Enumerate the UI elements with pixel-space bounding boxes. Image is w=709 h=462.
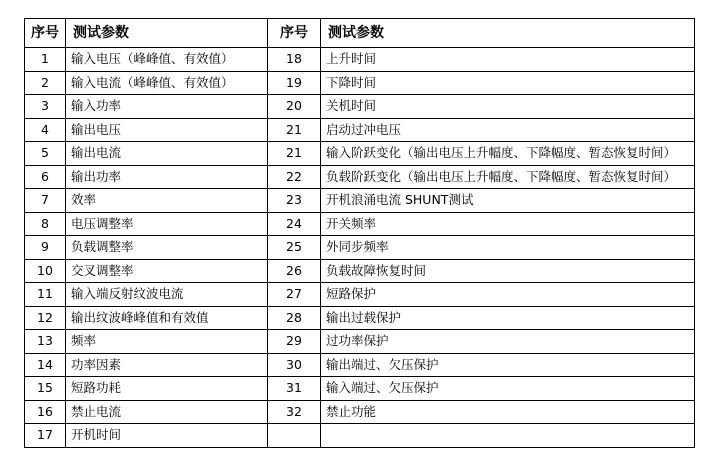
cell-parameter-left: 输出纹波峰峰值和有效值 xyxy=(66,306,268,330)
cell-serial-right: 22 xyxy=(268,165,321,189)
cell-parameter-left: 输入电流（峰峰值、有效值） xyxy=(66,71,268,95)
cell-parameter-right: 输入阶跃变化（输出电压上升幅度、下降幅度、暂态恢复时间） xyxy=(321,142,695,166)
cell-parameter-left: 功率因素 xyxy=(66,353,268,377)
cell-serial-right xyxy=(268,424,321,448)
cell-serial-right: 32 xyxy=(268,400,321,424)
header-serial-left: 序号 xyxy=(25,19,66,48)
header-row xyxy=(25,19,695,48)
cell-parameter-right: 上升时间 xyxy=(321,48,695,72)
test-parameter-table xyxy=(24,18,695,448)
cell-parameter-left: 输出电压 xyxy=(66,118,268,142)
cell-parameter-left: 交叉调整率 xyxy=(66,259,268,283)
table-row xyxy=(25,259,695,283)
cell-parameter-right: 输入端过、欠压保护 xyxy=(321,377,695,401)
cell-parameter-right: 开关频率 xyxy=(321,212,695,236)
header-parameter-left: 测试参数 xyxy=(66,19,268,48)
cell-serial-left: 10 xyxy=(25,259,66,283)
table-body xyxy=(25,48,695,448)
table-row xyxy=(25,424,695,448)
cell-serial-left: 3 xyxy=(25,95,66,119)
cell-parameter-right: 短路保护 xyxy=(321,283,695,307)
cell-serial-left: 8 xyxy=(25,212,66,236)
cell-serial-left: 14 xyxy=(25,353,66,377)
cell-parameter-left: 电压调整率 xyxy=(66,212,268,236)
header-serial-right: 序号 xyxy=(268,19,321,48)
cell-parameter-right: 外同步频率 xyxy=(321,236,695,260)
cell-serial-left: 1 xyxy=(25,48,66,72)
cell-parameter-right: 负载阶跃变化（输出电压上升幅度、下降幅度、暂态恢复时间） xyxy=(321,165,695,189)
cell-parameter-left: 输入功率 xyxy=(66,95,268,119)
table-row xyxy=(25,142,695,166)
cell-serial-left: 17 xyxy=(25,424,66,448)
table-row xyxy=(25,95,695,119)
cell-serial-right: 23 xyxy=(268,189,321,213)
cell-parameter-left: 输入电压（峰峰值、有效值） xyxy=(66,48,268,72)
table-row xyxy=(25,48,695,72)
table-row xyxy=(25,283,695,307)
cell-serial-right: 20 xyxy=(268,95,321,119)
table-row xyxy=(25,165,695,189)
cell-serial-left: 15 xyxy=(25,377,66,401)
table-row xyxy=(25,377,695,401)
cell-serial-right: 19 xyxy=(268,71,321,95)
cell-serial-left: 12 xyxy=(25,306,66,330)
table-row xyxy=(25,236,695,260)
cell-serial-left: 13 xyxy=(25,330,66,354)
table-row xyxy=(25,400,695,424)
cell-serial-right: 25 xyxy=(268,236,321,260)
cell-parameter-left: 开机时间 xyxy=(66,424,268,448)
cell-parameter-right: 过功率保护 xyxy=(321,330,695,354)
table-row xyxy=(25,212,695,236)
cell-serial-left: 6 xyxy=(25,165,66,189)
cell-parameter-left: 短路功耗 xyxy=(66,377,268,401)
cell-parameter-left: 输入端反射纹波电流 xyxy=(66,283,268,307)
cell-parameter-right: 输出端过、欠压保护 xyxy=(321,353,695,377)
table-row xyxy=(25,71,695,95)
cell-parameter-left: 频率 xyxy=(66,330,268,354)
cell-parameter-right: 负载故障恢复时间 xyxy=(321,259,695,283)
cell-serial-left: 11 xyxy=(25,283,66,307)
cell-serial-right: 24 xyxy=(268,212,321,236)
table-row xyxy=(25,189,695,213)
cell-serial-left: 16 xyxy=(25,400,66,424)
cell-parameter-right: 开机浪涌电流 SHUNT测试 xyxy=(321,189,695,213)
cell-parameter-right: 启动过冲电压 xyxy=(321,118,695,142)
cell-serial-left: 7 xyxy=(25,189,66,213)
cell-serial-right: 26 xyxy=(268,259,321,283)
table-row xyxy=(25,353,695,377)
cell-parameter-right xyxy=(321,424,695,448)
cell-parameter-left: 输出功率 xyxy=(66,165,268,189)
cell-parameter-left: 输出电流 xyxy=(66,142,268,166)
header-parameter-right: 测试参数 xyxy=(321,19,695,48)
cell-serial-right: 18 xyxy=(268,48,321,72)
cell-serial-left: 4 xyxy=(25,118,66,142)
cell-serial-right: 21 xyxy=(268,118,321,142)
cell-parameter-left: 禁止电流 xyxy=(66,400,268,424)
table-row xyxy=(25,330,695,354)
cell-serial-right: 29 xyxy=(268,330,321,354)
cell-parameter-right: 输出过载保护 xyxy=(321,306,695,330)
test-parameter-table-container xyxy=(24,18,695,448)
cell-serial-left: 2 xyxy=(25,71,66,95)
table-row xyxy=(25,118,695,142)
cell-serial-right: 30 xyxy=(268,353,321,377)
cell-parameter-left: 效率 xyxy=(66,189,268,213)
cell-serial-left: 5 xyxy=(25,142,66,166)
table-row xyxy=(25,306,695,330)
cell-parameter-right: 关机时间 xyxy=(321,95,695,119)
cell-parameter-right: 下降时间 xyxy=(321,71,695,95)
cell-serial-right: 21 xyxy=(268,142,321,166)
cell-parameter-right: 禁止功能 xyxy=(321,400,695,424)
cell-serial-left: 9 xyxy=(25,236,66,260)
cell-parameter-left: 负载调整率 xyxy=(66,236,268,260)
cell-serial-right: 31 xyxy=(268,377,321,401)
cell-serial-right: 28 xyxy=(268,306,321,330)
cell-serial-right: 27 xyxy=(268,283,321,307)
